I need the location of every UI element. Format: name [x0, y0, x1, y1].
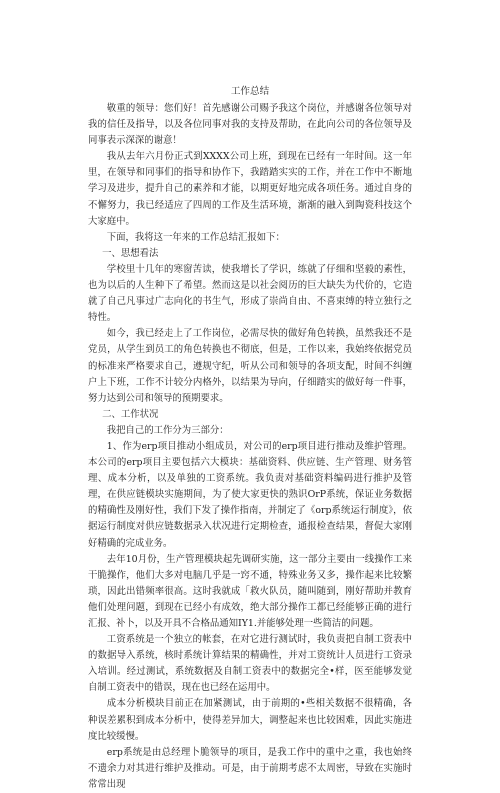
paragraph-work-erp-leadership: erp系统是由总经理卜脆领导的项目，是我工作中的重中之重，我也始终不遗余力对其进行维护及推动。可是，由于前期考虑不太周密，导致在实施时常常出现	[88, 746, 412, 790]
paragraph-thoughts-2: 如今，我已经走上了工作岗位，必需尽快的做好角色转换，虽然我还不是党员，从学生到员工的角色转换也不彻底，但是，工作以来，我始终依据党员的标准来严格要求自己，遵规守纪，听从公司和领导的各项支配，时间不纠缠户上下班，工作不计较分内格外，以结果为导向，仔细踏实的做好每一件事，努力达到公司和领导的预期要求。	[88, 328, 412, 404]
paragraph-work-cost: 成本分析模块目前正在加紧测试，由于前期的•些相关数据不很精确，各种误差累积到成本分析中，使得差异加大，调整起来也比较困难，因此实施进度比较缓慢。	[88, 698, 412, 742]
paragraph-work-intro: 我把自己的工作分为三部分：	[106, 424, 229, 436]
paragraph-intro: 我从去年六月份正式到XXXX公司上班，到现在已经有一年时间。这一年里，在领导和同事们的指导和协作下，我踏踏实实的工作，并在工作中不断地学习及进步，提升自己的素养和才能，以期更好地完成各项任务。通过自身的不懈努力，我已经适应了四周的工作及生活环境，渐渐的融入到陶瓷科技这个大家庭中。	[88, 151, 412, 227]
paragraph-greeting: 敬重的领导：您们好！首先感谢公司赐予我这个岗位，并感谢各位领导对我的信任及指导，以及各位同事对我的支持及帮助，在此向公司的各位领导及同事表示深深的谢意！	[88, 103, 412, 147]
document-body	[88, 101, 412, 793]
section-heading-thoughts: 一、思想看法	[102, 247, 159, 259]
paragraph-work-payroll: 工资系统是一个独立的帐套，在对它进行测试时，我负责把自制工资表中的数据导入系统，核时系统计算结果的精确性，并对工资统计人员进行工资录入培训。经过测试，系统数据及自制工资表中的数据完全•样，医至能够发觉自制工资表中的错误，现在也已经在运用中。	[88, 634, 412, 694]
paragraph-work-erp: 1、作为erp项目推动小组成员，对公司的erp项目进行推动及维护管理。本公司的erp项目主要包括六大模块：基础资料、供应链、生产管理、财务管理、成本分析，以及单独的工资系统。我负责对基础资料编码进行推护及管理，在供应链模块实施期间，为了使大家更快的熟识OrP系统，保证业务数据的精确性及刚好性，我们下发了操作指南，并制定了《orp系统运行制度》，依据运行制度对供应链数据录入状况进行定期检查，通报检查结果，督促大家刚好精确的完成业务。	[88, 440, 412, 549]
document-title: 工作总结	[230, 86, 270, 97]
paragraph-work-production: 去年10月份，生产管理模块起先调研实施，这一部分主要由一线操作工来干脆操作，他们大多对电脑几乎是一窍不通，特殊业务又多，操作起来比较繁琐，因此出错频率很高。这时我就成「救火队员，随叫随到，刚好帮助并教育他们处理问题，到现在已经小有成效，绝大部分操作工都已经能够正确的进行汇报、补卜，以及开具不合格品通知IY1.并能够处理一些简洁的问题。	[88, 553, 412, 629]
paragraph-thoughts-1: 学校里十几年的寒窗苦读，使我增长了学识，练就了仔细和坚毅的素性，也为以后的人生种下了希望。然而这是以社会阅历的巨大缺失为代价的，它造就了自己凡事过广志向化的书生气，形成了崇尚自由、不喜束缚的特立独行之特性。	[88, 263, 412, 324]
section-heading-work: 二、工作状况	[102, 408, 159, 420]
paragraph-lead-in: 下面，我将这一年来的工作总结汇报如下：	[106, 231, 285, 243]
